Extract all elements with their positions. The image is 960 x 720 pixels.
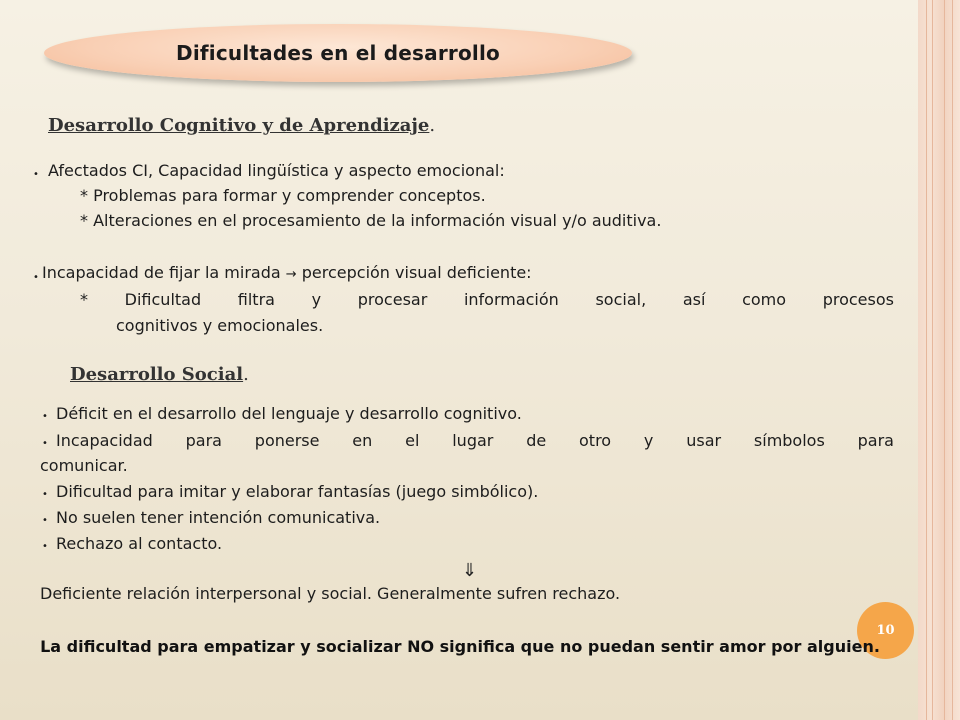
bullet-icon: • bbox=[42, 489, 48, 500]
justified-word: información bbox=[463, 290, 559, 309]
title-banner bbox=[44, 24, 632, 82]
justified-word: procesos bbox=[822, 290, 894, 309]
justified-word: y bbox=[311, 290, 322, 309]
justified-word: para bbox=[185, 431, 222, 450]
social-conclusion: Deficiente relación interpersonal y social. Generalmente sufren rechazo. bbox=[40, 584, 621, 603]
bullet-icon: • bbox=[33, 169, 39, 180]
bullet-icon: • bbox=[33, 272, 39, 283]
social-item-3: Dificultad para imitar y elaborar fantasías (juego simbólico). bbox=[56, 482, 539, 501]
bullet-icon: • bbox=[42, 411, 48, 422]
justified-word: lugar bbox=[452, 431, 494, 450]
justified-word: símbolos bbox=[753, 431, 825, 450]
justified-word: para bbox=[857, 431, 894, 450]
section-heading-cognitive: Desarrollo Cognitivo y de Aprendizaje. bbox=[48, 115, 436, 136]
cognitive-sub-3-cont: cognitivos y emocionales. bbox=[116, 316, 324, 335]
justified-word: como bbox=[742, 290, 787, 309]
justified-word: el bbox=[405, 431, 420, 450]
justified-word: * bbox=[80, 290, 88, 309]
justified-word: procesar bbox=[357, 290, 428, 309]
page-number: 10 bbox=[876, 623, 895, 638]
bullet-icon: • bbox=[42, 515, 48, 526]
social-item-4: No suelen tener intención comunicativa. bbox=[56, 508, 381, 527]
justified-word: de bbox=[526, 431, 547, 450]
social-item-2 bbox=[56, 431, 894, 450]
cognitive-sub-1: * Problemas para formar y comprender conceptos. bbox=[80, 186, 486, 205]
section-heading-social: Desarrollo Social. bbox=[70, 364, 249, 385]
cognitive-sub-3 bbox=[80, 290, 894, 309]
justified-word: otro bbox=[579, 431, 612, 450]
justified-word: y bbox=[643, 431, 654, 450]
justified-word: ponerse bbox=[254, 431, 320, 450]
justified-word: usar bbox=[686, 431, 722, 450]
cognitive-bullet-1: Afectados CI, Capacidad lingüística y aspecto emocional: bbox=[48, 161, 505, 180]
bullet-icon: • bbox=[42, 438, 48, 449]
right-arrow-icon: → bbox=[285, 267, 297, 282]
justified-word: Incapacidad bbox=[56, 431, 153, 450]
slide-title: Dificultades en el desarrollo bbox=[176, 41, 500, 65]
justified-word: Dificultad bbox=[124, 290, 202, 309]
justified-word: social, bbox=[595, 290, 647, 309]
down-arrow-icon: ⇓ bbox=[462, 560, 478, 581]
social-item-1: Déficit en el desarrollo del lenguaje y desarrollo cognitivo. bbox=[56, 404, 522, 423]
justified-word: filtra bbox=[237, 290, 275, 309]
decorative-right-border bbox=[918, 0, 960, 720]
justified-word: en bbox=[352, 431, 373, 450]
final-note: La dificultad para empatizar y socializar NO significa que no puedan sentir amor por alguien. bbox=[40, 637, 880, 656]
social-item-5: Rechazo al contacto. bbox=[56, 534, 223, 553]
cognitive-sub-2: * Alteraciones en el procesamiento de la información visual y/o auditiva. bbox=[80, 211, 662, 230]
cognitive-bullet-2: Incapacidad de fijar la mirada → percepción visual deficiente: bbox=[42, 263, 532, 282]
bullet-icon: • bbox=[42, 541, 48, 552]
social-item-2-cont: comunicar. bbox=[40, 456, 128, 475]
justified-word: así bbox=[682, 290, 706, 309]
